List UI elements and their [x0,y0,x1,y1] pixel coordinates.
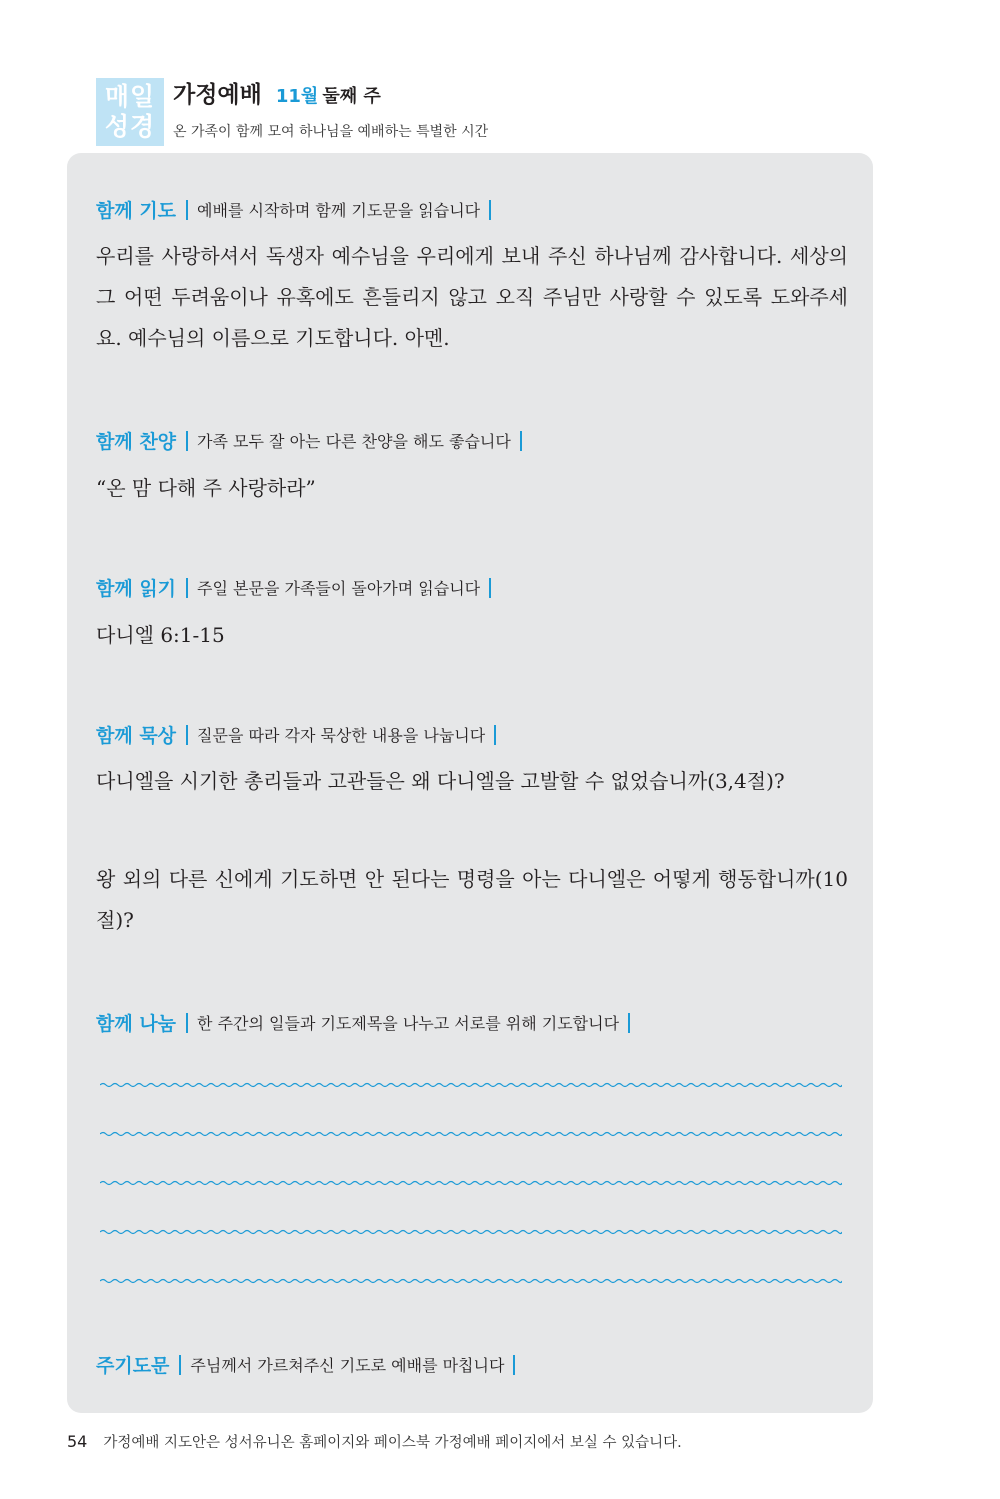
week-label: 둘째 주 [322,86,381,107]
praise-song-title: “온 맘 다해 주 사랑하라” [96,476,316,500]
divider [489,578,491,598]
section-label: 함께 기도 [96,200,177,222]
section-desc: 예배를 시작하며 함께 기도문을 읽습니다 [197,201,481,220]
section-label: 함께 읽기 [96,578,177,600]
page-title: 가정예배 [173,82,262,108]
section-label: 함께 나눔 [96,1013,177,1035]
section-desc: 주일 본문을 가족들이 돌아가며 읽습니다 [197,579,481,598]
divider [494,725,496,745]
divider [186,1013,188,1033]
meditation-question-1: 다니엘을 시기한 총리들과 고관들은 왜 다니엘을 고발할 수 없었습니까(3,4절)? [96,769,785,793]
divider [489,200,491,220]
section-label: 주기도문 [96,1355,170,1377]
writing-line [100,1179,842,1187]
section-label: 함께 묵상 [96,725,177,747]
logo-line2: 성경 [104,112,156,141]
section-desc: 주님께서 가르쳐주신 기도로 예배를 마칩니다 [190,1356,505,1375]
section-desc: 가족 모두 잘 아는 다른 찬양을 해도 좋습니다 [197,432,511,451]
writing-line [100,1081,842,1089]
divider [179,1355,181,1375]
section-label: 함께 찬양 [96,431,177,453]
page-subtitle: 온 가족이 함께 모여 하나님을 예배하는 특별한 시간 [173,124,489,140]
section-praise-heading [96,427,522,454]
divider [186,431,188,451]
divider [628,1013,630,1033]
page-footer [67,1431,682,1452]
writing-line [100,1130,842,1138]
section-meditation-heading [96,721,496,748]
divider [186,725,188,745]
divider [186,578,188,598]
page-header [173,76,381,109]
section-reading-heading [96,574,491,601]
writing-line [100,1228,842,1236]
writing-line [100,1277,842,1285]
divider [186,200,188,220]
scripture-reference: 다니엘 6:1-15 [96,623,225,647]
month-label: 11월 [275,86,319,107]
section-desc: 질문을 따라 각자 묵상한 내용을 나눕니다 [197,726,486,745]
divider [513,1355,515,1375]
logo-line1: 매일 [104,82,156,111]
section-sharing-heading [96,1009,630,1036]
section-lords-prayer-heading [96,1351,515,1378]
divider [520,431,522,451]
page-number: 54 [67,1432,88,1451]
section-desc: 한 주간의 일들과 기도제목을 나누고 서로를 위해 기도합니다 [197,1014,620,1033]
footer-note: 가정예배 지도안은 성서유니온 홈페이지와 페이스북 가정예배 페이지에서 보실 수 있습니다. [103,1435,682,1451]
prayer-text: 우리를 사랑하셔서 독생자 예수님을 우리에게 보내 주신 하나님께 감사합니다. 세상의 그 어떤 두려움이나 유혹에도 흔들리지 않고 오직 주님만 사랑할 수 있도록 도와주세요. 예수님의 이름으로 기도합니다. 아멘. [96,244,848,350]
logo-badge [96,78,164,146]
section-prayer-heading [96,196,491,223]
meditation-question-2: 왕 외의 다른 신에게 기도하면 안 된다는 명령을 아는 다니엘은 어떻게 행동합니까(10절)? [96,867,848,932]
